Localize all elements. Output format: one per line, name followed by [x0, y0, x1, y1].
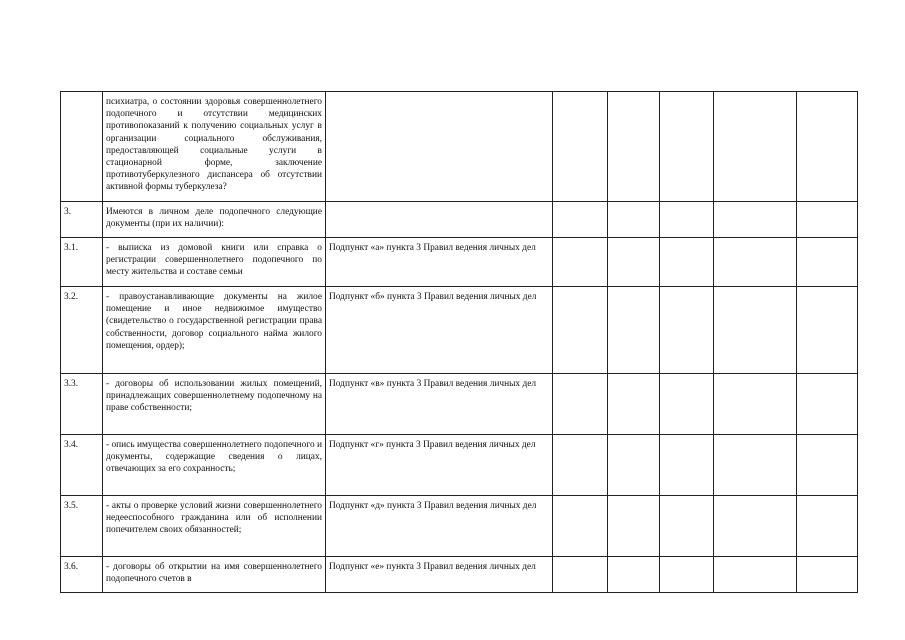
empty-cell — [660, 92, 714, 202]
legal-reference: Подпункт «д» пункта 3 Правил ведения личных дел — [326, 496, 553, 557]
empty-cell — [797, 238, 858, 287]
empty-cell — [608, 287, 660, 374]
empty-cell — [608, 374, 660, 435]
empty-cell — [608, 557, 660, 593]
legal-reference: Подпункт «е» пункта 3 Правил ведения личных дел — [326, 557, 553, 593]
empty-cell — [608, 238, 660, 287]
empty-cell — [553, 287, 608, 374]
empty-cell — [553, 435, 608, 496]
legal-reference: Подпункт «г» пункта 3 Правил ведения личных дел — [326, 435, 553, 496]
empty-cell — [714, 238, 797, 287]
empty-cell — [797, 92, 858, 202]
empty-cell — [553, 92, 608, 202]
empty-cell — [660, 287, 714, 374]
empty-cell — [553, 374, 608, 435]
row-number: 3.1. — [61, 238, 103, 287]
empty-cell — [714, 287, 797, 374]
row-number: 3. — [61, 202, 103, 238]
empty-cell — [608, 202, 660, 238]
legal-reference — [326, 92, 553, 202]
question-text: - акты о проверке условий жизни совершеннолетнего недееспособного гражданина или об исполнении попечителем своих обязанностей; — [103, 496, 326, 557]
table-row — [61, 496, 858, 557]
row-number: 3.4. — [61, 435, 103, 496]
empty-cell — [608, 496, 660, 557]
table-row — [61, 92, 858, 202]
empty-cell — [714, 557, 797, 593]
empty-cell — [797, 287, 858, 374]
empty-cell — [797, 202, 858, 238]
empty-cell — [714, 202, 797, 238]
empty-cell — [660, 557, 714, 593]
empty-cell — [660, 435, 714, 496]
empty-cell — [660, 202, 714, 238]
table-row — [61, 238, 858, 287]
empty-cell — [608, 92, 660, 202]
row-number: 3.5. — [61, 496, 103, 557]
checklist-table — [60, 91, 858, 593]
legal-reference: Подпункт «а» пункта 3 Правил ведения личных дел — [326, 238, 553, 287]
row-number — [61, 92, 103, 202]
empty-cell — [660, 496, 714, 557]
empty-cell — [660, 238, 714, 287]
empty-cell — [797, 435, 858, 496]
question-text: Имеются в личном деле подопечного следующие документы (при их наличии): — [103, 202, 326, 238]
question-text: - договоры об использовании жилых помещений, принадлежащих совершеннолетнему подопечному на праве собственности; — [103, 374, 326, 435]
empty-cell — [714, 435, 797, 496]
table-row — [61, 202, 858, 238]
question-text: - опись имущества совершеннолетнего подопечного и документы, содержащие сведения о лицах, отвечающих за его сохранность; — [103, 435, 326, 496]
question-text: психиатра, о состоянии здоровья совершеннолетнего подопечного и отсутствии медицинских противопоказаний к получению социальных услуг в организации социального обслуживания, предоставляющей социальные услуги в стационарной форме, заключение противотуберкулезного диспансера об отсутствии активной формы туберкулеза? — [103, 92, 326, 202]
empty-cell — [608, 435, 660, 496]
empty-cell — [553, 557, 608, 593]
empty-cell — [797, 557, 858, 593]
empty-cell — [553, 202, 608, 238]
table-row — [61, 435, 858, 496]
row-number: 3.2. — [61, 287, 103, 374]
table-row — [61, 374, 858, 435]
table-row — [61, 557, 858, 593]
legal-reference: Подпункт «б» пункта 3 Правил ведения личных дел — [326, 287, 553, 374]
empty-cell — [714, 374, 797, 435]
question-text: - выписка из домовой книги или справка о регистрации совершеннолетнего подопечного по месту жительства и составе семьи — [103, 238, 326, 287]
empty-cell — [797, 374, 858, 435]
empty-cell — [714, 496, 797, 557]
legal-reference — [326, 202, 553, 238]
row-number: 3.6. — [61, 557, 103, 593]
row-number: 3.3. — [61, 374, 103, 435]
table-row — [61, 287, 858, 374]
empty-cell — [660, 374, 714, 435]
question-text: - договоры об открытии на имя совершеннолетнего подопечного счетов в — [103, 557, 326, 593]
empty-cell — [797, 496, 858, 557]
question-text: - правоустанавливающие документы на жилое помещение и иное недвижимое имущество (свидетельство о государственной регистрации права собственности, договор социального найма жилого помещения, ордер); — [103, 287, 326, 374]
empty-cell — [714, 92, 797, 202]
empty-cell — [553, 238, 608, 287]
empty-cell — [553, 496, 608, 557]
legal-reference: Подпункт «в» пункта 3 Правил ведения личных дел — [326, 374, 553, 435]
